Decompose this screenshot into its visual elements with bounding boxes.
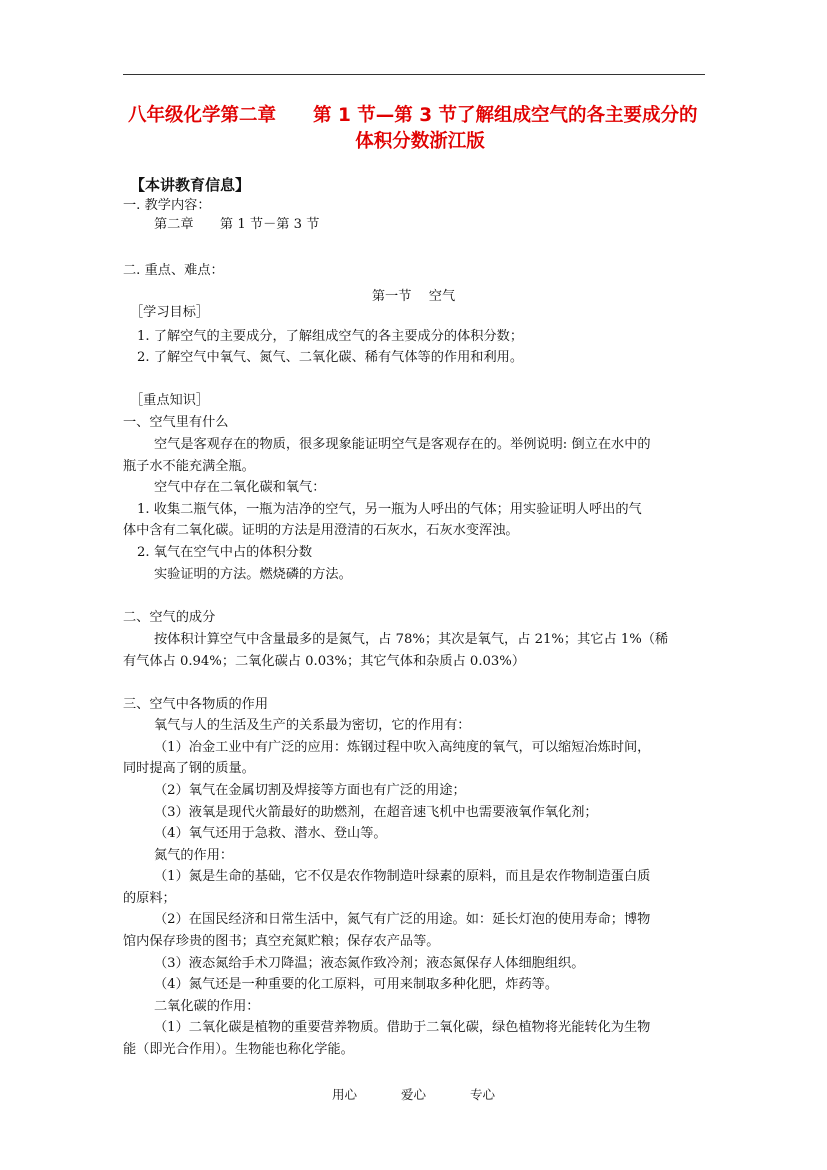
text-line: 二氧化碳的作用： <box>154 999 260 1014</box>
text-line: 一. 教学内容： <box>123 198 211 213</box>
text-line: 三、空气中各物质的作用 <box>123 697 269 712</box>
text-line: 馆内保存珍贵的图书；真空充氮贮粮；保存农产品等。 <box>123 934 440 949</box>
text-line: 空气是客观存在的物质，很多现象能证明空气是客观存在的。举例说明: 倒立在水中的 <box>154 437 651 452</box>
text-line: （1）二氧化碳是植物的重要营养物质。借助于二氧化碳，绿色植物将光能转化为生物 <box>154 1020 651 1035</box>
text-line: 的原料； <box>123 891 176 906</box>
text-line: 氮气的作用： <box>154 848 234 863</box>
text-line: 氧气与人的生活及生产的关系最为密切，它的作用有： <box>154 718 471 733</box>
text-line: 二、空气的成分 <box>123 610 216 625</box>
header-rule <box>123 74 705 75</box>
text-line: ［重点知识］ <box>130 393 210 408</box>
title-line-2: 体积分数浙江版 <box>355 131 485 152</box>
text-line: （3）液氧是现代火箭最好的助燃剂，在超音速飞机中也需要液氧作氧化剂； <box>154 805 598 820</box>
text-line: （3）液态氮给手术刀降温；液态氮作致冷剂；液态氮保存人体细胞组织。 <box>154 956 585 971</box>
text-line: 一、空气里有什么 <box>123 415 229 430</box>
text-line: 空气中存在二氧化碳和氧气： <box>154 480 326 495</box>
text-line: 1. 了解空气的主要成分，了解组成空气的各主要成分的体积分数； <box>137 329 524 344</box>
text-line: 同时提高了钢的质量。 <box>123 761 255 776</box>
text-line: 二. 重点、难点： <box>123 263 224 278</box>
text-line: （1）氮是生命的基础，它不仅是农作物制造叶绿素的原料，而且是农作物制造蛋白质 <box>154 869 651 884</box>
footer <box>0 1085 827 1103</box>
subsection-title: 第一节 空气 <box>371 289 456 304</box>
footer-text: 爱心 <box>400 1087 426 1102</box>
text-line: 2. 氧气在空气中占的体积分数 <box>137 545 313 560</box>
text-line: 第二章 第 1 节－第 3 节 <box>154 217 320 232</box>
text-line: （1）冶金工业中有广泛的应用：炼钢过程中吹入高纯度的氧气，可以缩短冶炼时间， <box>154 740 651 755</box>
text-line: 实验证明的方法。燃烧磷的方法。 <box>154 567 352 582</box>
footer-text: 用心 <box>331 1087 357 1102</box>
title-line-1: 八年级化学第二章 第 1 节—第 3 节了解组成空气的各主要成分的 <box>128 105 698 126</box>
text-line: （2）氧气在金属切割及焊接等方面也有广泛的用途； <box>154 783 466 798</box>
text-line: 有气体占 0.94%；二氧化碳占 0.03%；其它气体和杂质占 0.03%） <box>123 654 526 669</box>
footer-text: 专心 <box>469 1087 495 1102</box>
text-line: （4）氧气还用于急救、潜水、登山等。 <box>154 826 387 841</box>
text-line: 能（即光合作用）。生物能也称化学能。 <box>123 1042 354 1057</box>
text-line: 按体积计算空气中含量最多的是氮气，占 78%；其次是氧气，占 21%；其它占 1%（稀 <box>154 632 669 647</box>
section-header: 【本讲教育信息】 <box>130 176 251 194</box>
text-line: 2. 了解空气中氧气、氮气、二氧化碳、稀有气体等的作用和利用。 <box>137 350 524 365</box>
text-line: 体中含有二氧化碳。证明的方法是用澄清的石灰水，石灰水变浑浊。 <box>123 523 519 538</box>
text-line: （4）氮气还是一种重要的化工原料，可用来制取多种化肥，炸药等。 <box>154 977 559 992</box>
text-line: 1. 收集二瓶气体，一瓶为洁净的空气，另一瓶为人呼出的气体；用实验证明人呼出的气 <box>137 502 642 517</box>
text-line: ［学习目标］ <box>130 305 210 320</box>
text-line: （2）在国民经济和日常生活中，氮气有广泛的用途。如：延长灯泡的使用寿命；博物 <box>154 912 651 927</box>
text-line: 瓶子水不能充满全瓶。 <box>123 459 255 474</box>
